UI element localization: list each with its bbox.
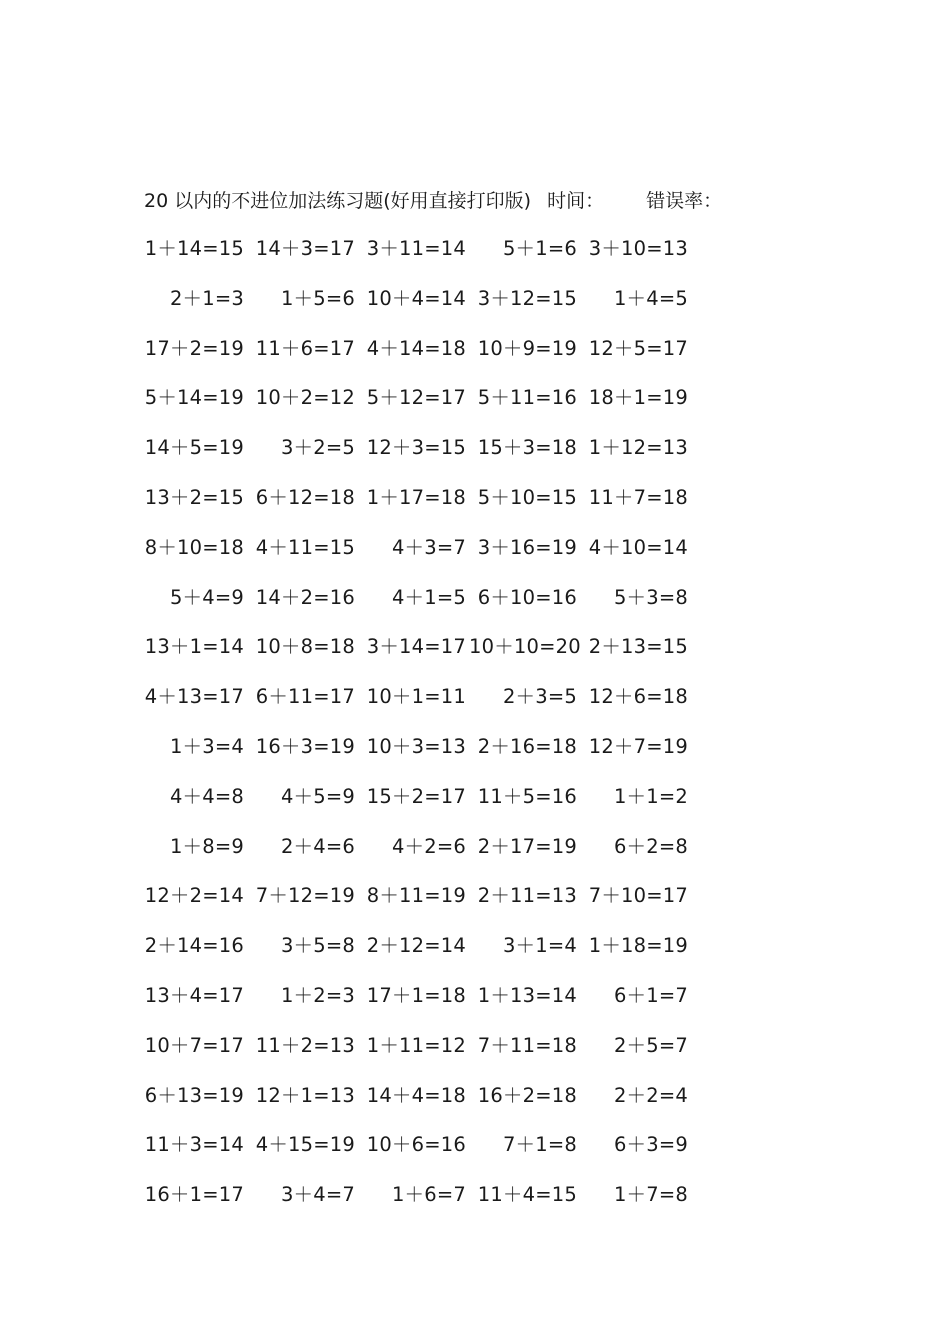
- addition-problem: 7＋11=18: [477, 1033, 577, 1057]
- addition-problem: 8＋10=18: [144, 535, 244, 559]
- worksheet-title: 20 以内的不进位加法练习题(好用直接打印版): [144, 190, 532, 212]
- addition-problem: 6＋13=19: [144, 1083, 244, 1107]
- addition-problem: 2＋17=19: [477, 834, 577, 858]
- addition-problem: 3＋16=19: [477, 535, 577, 559]
- problem-row: [0, 483, 950, 533]
- addition-problem: 4＋1=5: [391, 585, 466, 609]
- addition-problem: 6＋2=8: [613, 834, 688, 858]
- addition-problem: 2＋14=16: [144, 934, 244, 958]
- addition-problem: 2＋16=18: [477, 734, 577, 758]
- addition-problem: 10＋1=11: [366, 685, 466, 709]
- addition-problem: 17＋2=19: [144, 336, 244, 360]
- addition-problem: 7＋10=17: [588, 884, 688, 908]
- addition-problem: 6＋11=17: [255, 685, 355, 709]
- addition-problem: 13＋2=15: [144, 485, 244, 509]
- addition-problem: 12＋5=17: [588, 336, 688, 360]
- addition-problem: 2＋4=6: [280, 834, 355, 858]
- problem-row: [0, 583, 950, 633]
- addition-problem: 5＋11=16: [477, 386, 577, 410]
- addition-problem: 1＋2=3: [280, 983, 355, 1007]
- addition-problem: 14＋3=17: [255, 237, 355, 260]
- addition-problem: 11＋7=18: [588, 485, 688, 509]
- problem-row: [0, 632, 950, 682]
- addition-problem: 8＋11=19: [366, 884, 466, 908]
- addition-problem: 1＋5=6: [280, 286, 355, 310]
- problem-row: [0, 433, 950, 483]
- addition-problem: 11＋4=15: [477, 1183, 577, 1207]
- problem-grid: [0, 234, 950, 1230]
- problem-row: [0, 1031, 950, 1081]
- addition-problem: 4＋2=6: [391, 834, 466, 858]
- addition-problem: 16＋3=19: [255, 734, 355, 758]
- problem-row: [0, 383, 950, 433]
- addition-problem: 1＋7=8: [613, 1183, 688, 1207]
- problem-row: [0, 1081, 950, 1131]
- addition-problem: 1＋11=12: [366, 1033, 466, 1057]
- addition-problem: 3＋2=5: [280, 436, 355, 460]
- addition-problem: 3＋14=17: [366, 635, 466, 659]
- addition-problem: 3＋10=13: [588, 237, 688, 260]
- addition-problem: 12＋7=19: [588, 734, 688, 758]
- problem-row: [0, 284, 950, 334]
- addition-problem: 4＋3=7: [391, 535, 466, 559]
- problem-row: [0, 881, 950, 931]
- addition-problem: 16＋2=18: [477, 1083, 577, 1107]
- addition-problem: 4＋13=17: [144, 685, 244, 709]
- problem-row: [0, 234, 950, 284]
- addition-problem: 10＋8=18: [255, 635, 355, 659]
- worksheet-header: [144, 186, 722, 216]
- addition-problem: 5＋3=8: [613, 585, 688, 609]
- addition-problem: 17＋1=18: [366, 983, 466, 1007]
- problem-row: [0, 1180, 950, 1230]
- addition-problem: 14＋4=18: [366, 1083, 466, 1107]
- addition-problem: 2＋13=15: [588, 635, 688, 659]
- addition-problem: 6＋10=16: [477, 585, 577, 609]
- addition-problem: 1＋17=18: [366, 485, 466, 509]
- problem-row: [0, 732, 950, 782]
- addition-problem: 10＋2=12: [255, 386, 355, 410]
- addition-problem: 3＋12=15: [477, 286, 577, 310]
- addition-problem: 3＋1=4: [502, 934, 577, 958]
- addition-problem: 3＋5=8: [280, 934, 355, 958]
- problem-row: [0, 334, 950, 384]
- addition-problem: 2＋1=3: [169, 286, 244, 310]
- addition-problem: 2＋2=4: [613, 1083, 688, 1107]
- addition-problem: 13＋1=14: [144, 635, 244, 659]
- addition-problem: 3＋11=14: [366, 237, 466, 260]
- addition-problem: 10＋9=19: [477, 336, 577, 360]
- addition-problem: 2＋11=13: [477, 884, 577, 908]
- addition-problem: 6＋3=9: [613, 1133, 688, 1157]
- addition-problem: 12＋3=15: [366, 436, 466, 460]
- problem-row: [0, 782, 950, 832]
- addition-problem: 5＋4=9: [169, 585, 244, 609]
- addition-problem: 18＋1=19: [588, 386, 688, 410]
- addition-problem: 10＋4=14: [366, 286, 466, 310]
- addition-problem: 10＋3=13: [366, 734, 466, 758]
- addition-problem: 6＋1=7: [613, 983, 688, 1007]
- addition-problem: 11＋3=14: [144, 1133, 244, 1157]
- addition-problem: 5＋1=6: [502, 237, 577, 260]
- addition-problem: 15＋2=17: [366, 784, 466, 808]
- problem-row: [0, 931, 950, 981]
- addition-problem: 1＋1=2: [613, 784, 688, 808]
- addition-problem: 1＋6=7: [391, 1183, 466, 1207]
- problem-row: [0, 832, 950, 882]
- addition-problem: 1＋3=4: [169, 734, 244, 758]
- addition-problem: 7＋1=8: [502, 1133, 577, 1157]
- addition-problem: 1＋12=13: [588, 436, 688, 460]
- addition-problem: 12＋6=18: [588, 685, 688, 709]
- addition-problem: 11＋2=13: [255, 1033, 355, 1057]
- addition-problem: 2＋12=14: [366, 934, 466, 958]
- addition-problem: 4＋5=9: [280, 784, 355, 808]
- problem-row: [0, 533, 950, 583]
- addition-problem: 12＋2=14: [144, 884, 244, 908]
- addition-problem: 1＋14=15: [144, 237, 244, 260]
- addition-problem: 15＋3=18: [477, 436, 577, 460]
- addition-problem: 7＋12=19: [255, 884, 355, 908]
- problem-row: [0, 1130, 950, 1180]
- addition-problem: 14＋2=16: [255, 585, 355, 609]
- addition-problem: 14＋5=19: [144, 436, 244, 460]
- error-rate-label: 错误率：: [646, 190, 723, 212]
- addition-problem: 1＋4=5: [613, 286, 688, 310]
- addition-problem: 5＋10=15: [477, 485, 577, 509]
- addition-problem: 1＋13=14: [477, 983, 577, 1007]
- addition-problem: 5＋14=19: [144, 386, 244, 410]
- addition-problem: 5＋12=17: [366, 386, 466, 410]
- addition-problem: 1＋8=9: [169, 834, 244, 858]
- problem-row: [0, 981, 950, 1031]
- addition-problem: 2＋3=5: [502, 685, 577, 709]
- addition-problem: 11＋6=17: [255, 336, 355, 360]
- addition-problem: 10＋7=17: [144, 1033, 244, 1057]
- addition-problem: 16＋1=17: [144, 1183, 244, 1207]
- addition-problem: 10＋10=20: [469, 635, 581, 659]
- addition-problem: 4＋15=19: [255, 1133, 355, 1157]
- addition-problem: 11＋5=16: [477, 784, 577, 808]
- addition-problem: 3＋4=7: [280, 1183, 355, 1207]
- time-label: 时间：: [547, 190, 605, 212]
- addition-problem: 13＋4=17: [144, 983, 244, 1007]
- addition-problem: 4＋4=8: [169, 784, 244, 808]
- addition-problem: 4＋14=18: [366, 336, 466, 360]
- addition-problem: 2＋5=7: [613, 1033, 688, 1057]
- addition-problem: 4＋10=14: [588, 535, 688, 559]
- addition-problem: 4＋11=15: [255, 535, 355, 559]
- problem-row: [0, 682, 950, 732]
- addition-problem: 6＋12=18: [255, 485, 355, 509]
- addition-problem: 10＋6=16: [366, 1133, 466, 1157]
- addition-problem: 12＋1=13: [255, 1083, 355, 1107]
- addition-problem: 1＋18=19: [588, 934, 688, 958]
